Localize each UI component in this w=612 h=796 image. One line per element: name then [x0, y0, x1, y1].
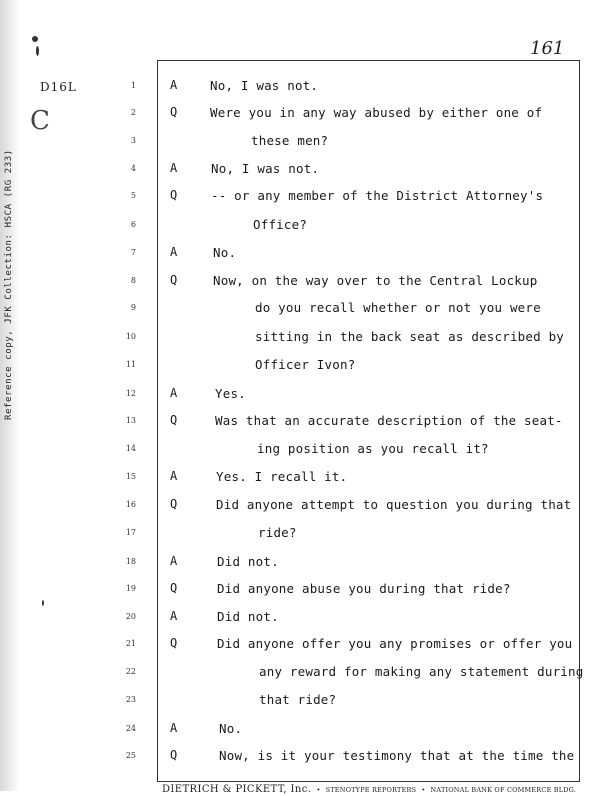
speaker-label: Q	[170, 748, 178, 762]
transcript-line	[0, 271, 600, 291]
line-text: Yes. I recall it.	[216, 469, 348, 484]
line-text: Was that an accurate description of the seat-	[215, 413, 563, 428]
transcript-line	[0, 215, 600, 235]
transcript-line	[0, 719, 600, 739]
speaker-label: A	[170, 609, 178, 623]
transcript-line	[0, 552, 600, 572]
line-number: 13	[125, 416, 136, 425]
line-number: 6	[130, 220, 136, 229]
line-text: Office?	[253, 217, 308, 232]
speaker-label: Q	[170, 188, 178, 202]
line-text: Did not.	[217, 554, 279, 569]
speaker-label: A	[170, 245, 178, 259]
transcript-line	[0, 298, 600, 318]
transcript-line	[0, 186, 600, 206]
transcript-line	[0, 607, 600, 627]
line-number: 5	[130, 191, 136, 200]
speaker-label: A	[170, 161, 178, 175]
transcript-line	[0, 131, 600, 151]
transcript-line	[0, 439, 600, 459]
scan-speck	[32, 36, 38, 42]
transcript-line	[0, 690, 600, 710]
line-number: 17	[125, 528, 136, 537]
line-number: 7	[130, 248, 136, 257]
scan-speck	[42, 600, 44, 606]
line-text: that ride?	[259, 692, 337, 707]
speaker-label: Q	[170, 636, 178, 650]
footer-service: STENOTYPE REPORTERS	[325, 786, 417, 794]
line-number: 21	[125, 639, 136, 648]
line-number: 22	[125, 667, 136, 676]
line-number: 25	[125, 751, 136, 760]
line-text: do you recall whether or not you were	[255, 300, 541, 315]
footer-imprint	[162, 777, 602, 796]
transcript-line	[0, 243, 600, 263]
speaker-label: A	[170, 721, 178, 735]
line-number: 24	[125, 724, 136, 733]
line-text: -- or any member of the District Attorney's	[211, 188, 544, 203]
frame-top-rule	[157, 60, 580, 61]
line-text: sitting in the back seat as described by	[255, 329, 565, 344]
line-text: Now, on the way over to the Central Lockup	[213, 273, 538, 288]
transcript-line	[0, 662, 600, 682]
line-number: 16	[125, 500, 136, 509]
line-text: Now, is it your testimony that at the time the	[219, 748, 575, 763]
footer-separator: •	[316, 786, 321, 794]
line-text: Did anyone attempt to question you during that	[216, 497, 572, 512]
line-number: 11	[125, 360, 136, 369]
transcript-line	[0, 327, 600, 347]
footer-address: NATIONAL BANK OF COMMERCE BLDG.	[430, 786, 577, 794]
transcript-line	[0, 634, 600, 654]
speaker-label: Q	[170, 273, 178, 287]
line-text: any reward for making any statement during	[259, 664, 584, 679]
transcript-line	[0, 76, 600, 96]
line-number: 23	[125, 695, 136, 704]
line-text: No.	[219, 721, 243, 736]
line-text: Officer Ivon?	[255, 357, 356, 372]
line-number: 4	[130, 164, 136, 173]
line-text: Did anyone abuse you during that ride?	[217, 581, 511, 596]
margin-mark: C	[30, 106, 50, 136]
line-number: 20	[125, 612, 136, 621]
transcript-line	[0, 411, 600, 431]
transcript-line	[0, 103, 600, 123]
speaker-label: A	[170, 554, 178, 568]
speaker-label: A	[170, 78, 178, 92]
line-text: ride?	[258, 525, 297, 540]
speaker-label: Q	[170, 105, 178, 119]
line-number: 2	[130, 108, 136, 117]
transcript-line	[0, 746, 600, 766]
line-text: Yes.	[215, 386, 246, 401]
line-number: 15	[125, 472, 136, 481]
transcript-line	[0, 467, 600, 487]
speaker-label: Q	[170, 413, 178, 427]
line-text: ing position as you recall it?	[257, 441, 489, 456]
line-number: 8	[130, 276, 136, 285]
line-number: 9	[130, 303, 136, 312]
page-number: 161	[530, 38, 565, 59]
line-number: 12	[125, 389, 136, 398]
line-text: Were you in any way abused by either one of	[210, 105, 543, 120]
transcript-line	[0, 523, 600, 543]
footer-separator: •	[421, 786, 426, 794]
line-number: 3	[130, 136, 136, 145]
speaker-label: A	[170, 386, 178, 400]
line-number: 19	[125, 584, 136, 593]
line-text: No, I was not.	[210, 78, 319, 93]
line-number: 10	[125, 332, 136, 341]
speaker-label: A	[170, 469, 178, 483]
scan-speck	[36, 46, 39, 56]
transcript-line	[0, 355, 600, 375]
line-text: these men?	[251, 133, 329, 148]
line-text: Did anyone offer you any promises or offer you	[217, 636, 573, 651]
line-text: No, I was not.	[211, 161, 320, 176]
side-stamp: Reference copy, JFK Collection: HSCA (RG 233)	[4, 149, 14, 420]
transcript-line	[0, 579, 600, 599]
line-text: No.	[213, 245, 237, 260]
speaker-label: Q	[170, 581, 178, 595]
transcript-line	[0, 495, 600, 515]
line-number: 1	[130, 81, 136, 90]
footer-firm: DIETRICH & PICKETT, Inc.	[162, 784, 312, 795]
transcript-line	[0, 159, 600, 179]
speaker-label: Q	[170, 497, 178, 511]
transcript-line	[0, 384, 600, 404]
document-id: D16L	[40, 80, 77, 94]
line-text: Did not.	[217, 609, 279, 624]
line-number: 14	[125, 444, 136, 453]
line-number: 18	[125, 557, 136, 566]
